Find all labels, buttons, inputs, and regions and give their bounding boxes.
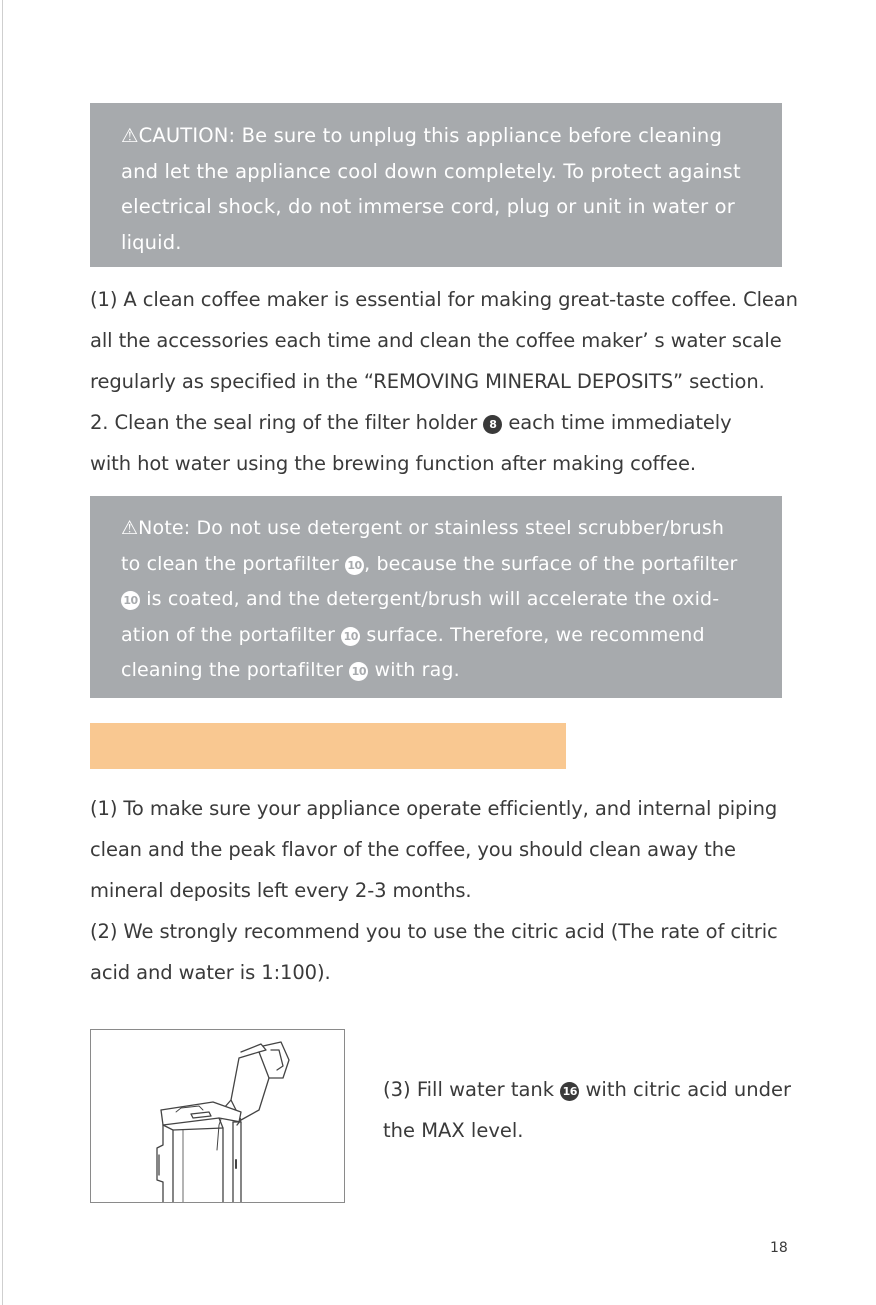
cleaning-instructions <box>90 279 798 484</box>
note-text-segment: with rag. <box>368 659 460 681</box>
fill-water-tank-instruction <box>383 1069 803 1151</box>
caution-line: and let the appliance cool down completely. To protect against <box>121 159 741 183</box>
page-edge-line <box>2 0 3 1305</box>
part-number-badge: 10 <box>121 591 140 610</box>
fill-text-segment: (3) Fill water tank <box>383 1078 561 1101</box>
note-box <box>90 496 782 698</box>
caution-box <box>90 103 782 267</box>
note-text-segment: cleaning the portafilter <box>121 659 350 681</box>
cleaning-line: (1) A clean coffee maker is essential for making great-taste coffee. Clean <box>90 288 798 311</box>
caution-line: liquid. <box>121 230 182 254</box>
fill-line <box>383 1069 803 1110</box>
deposits-line: (1) To make sure your appliance operate efficiently, and internal piping <box>90 797 778 820</box>
note-line: ⚠Note: Do not use detergent or stainless steel scrubber/brush <box>121 517 725 539</box>
water-tank-drawing <box>91 1030 344 1202</box>
note-text-segment: is coated, and the detergent/brush will accelerate the oxid- <box>140 588 720 610</box>
page-number: 18 <box>770 1240 788 1256</box>
cleaning-line: with hot water using the brewing function after making coffee. <box>90 452 696 475</box>
note-text-segment: ation of the portafilter <box>121 623 342 646</box>
part-number-badge: 10 <box>341 627 360 646</box>
note-line <box>121 618 752 654</box>
cleaning-text-segment: 2. Clean the seal ring of the filter holder <box>90 411 484 434</box>
note-text-segment: surface. Therefore, we recommend <box>360 623 705 646</box>
water-tank-illustration <box>90 1029 345 1203</box>
section-header-bar <box>90 723 566 769</box>
note-line <box>121 582 752 618</box>
cleaning-line: regularly as specified in the “REMOVING MINERAL DEPOSITS” section. <box>90 370 765 393</box>
part-number-badge: 16 <box>560 1082 579 1101</box>
deposits-line: mineral deposits left every 2-3 months. <box>90 879 472 902</box>
cleaning-text-segment: each time immediately <box>502 411 732 434</box>
mineral-deposits-instructions <box>90 788 795 993</box>
part-number-badge: 10 <box>349 662 368 681</box>
deposits-line: acid and water is 1:100). <box>90 961 331 984</box>
part-number-badge: 8 <box>483 415 502 434</box>
cleaning-line: all the accessories each time and clean the coffee maker’ s water scale <box>90 329 782 352</box>
caution-line: ⚠CAUTION: Be sure to unplug this appliance before cleaning <box>121 124 722 147</box>
fill-text-segment: with citric acid under <box>579 1078 791 1101</box>
deposits-line: clean and the peak flavor of the coffee, you should clean away the <box>90 838 736 861</box>
note-text-segment: to clean the portafilter <box>121 552 346 575</box>
note-text-segment: , because the surface of the portafilter <box>364 552 738 575</box>
caution-line: electrical shock, do not immerse cord, plug or unit in water or <box>121 195 735 218</box>
deposits-line: (2) We strongly recommend you to use the citric acid (The rate of citric <box>90 920 778 943</box>
fill-line: the MAX level. <box>383 1119 524 1142</box>
cleaning-line <box>90 402 795 443</box>
part-number-badge: 10 <box>345 556 364 575</box>
note-line <box>121 547 752 583</box>
note-line <box>121 653 752 689</box>
